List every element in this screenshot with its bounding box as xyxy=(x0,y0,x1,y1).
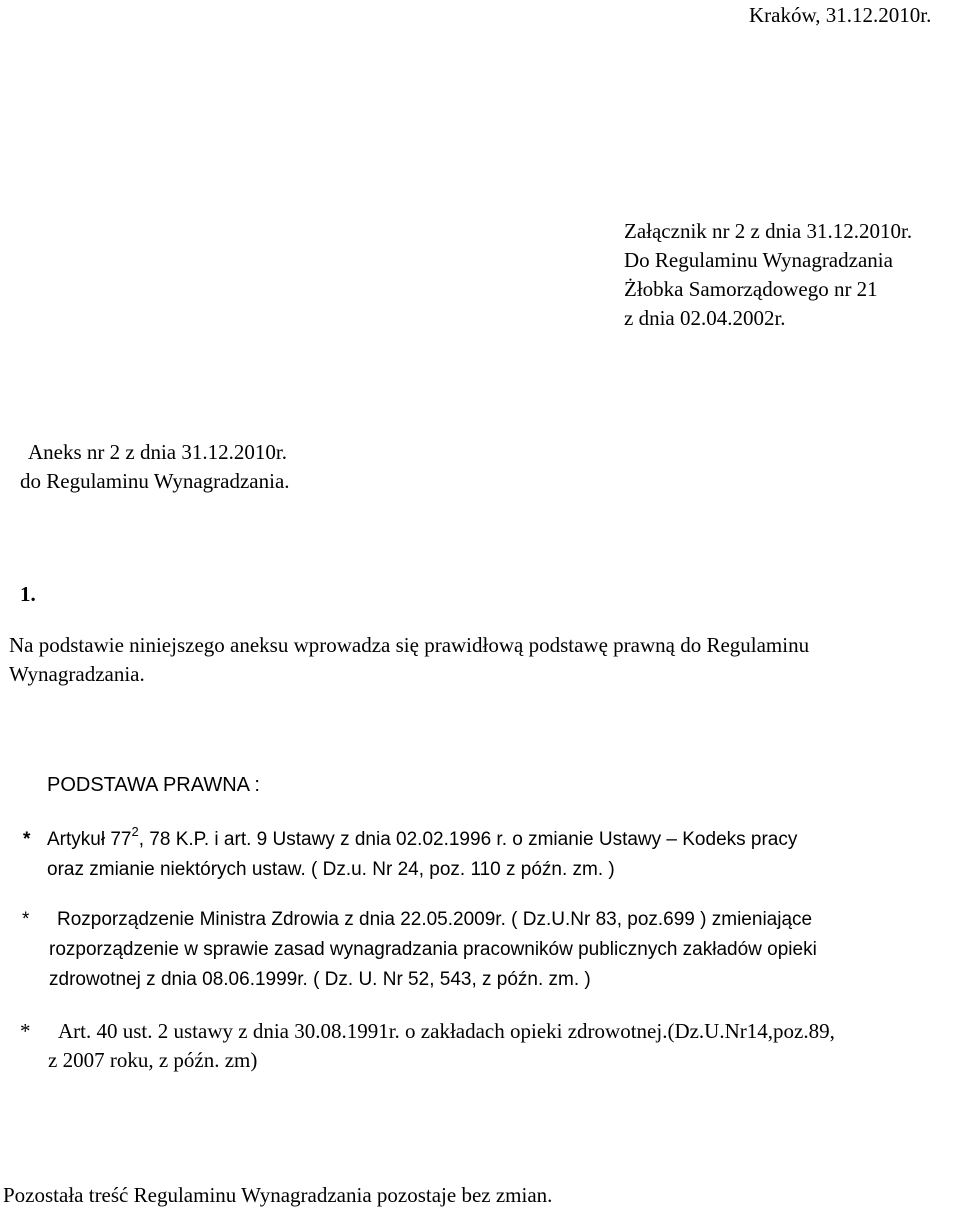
place-date: Kraków, 31.12.2010r. xyxy=(749,3,932,27)
item-1-rest: , 78 K.P. i art. 9 Ustawy z dnia 02.02.1996 r. o zmianie Ustawy – Kodeks pracy xyxy=(138,829,798,850)
item-2-line-3: zdrowotnej z dnia 08.06.1999r. ( Dz. U. Nr 52, 543, z późn. zm. ) xyxy=(49,969,591,990)
section-text-line-2: Wynagradzania. xyxy=(9,662,145,686)
item-1-line-1 xyxy=(47,825,797,854)
bullet-1: * xyxy=(23,829,31,850)
annex-title-line-2: do Regulaminu Wynagradzania. xyxy=(20,469,290,493)
attachment-line-1: Załącznik nr 2 z dnia 31.12.2010r. xyxy=(624,219,913,243)
bullet-3: * xyxy=(20,1019,31,1043)
legal-basis-heading: PODSTAWA PRAWNA : xyxy=(47,774,260,796)
item-2-line-1: Rozporządzenie Ministra Zdrowia z dnia 22.05.2009r. ( Dz.U.Nr 83, poz.699 ) zmieniające xyxy=(57,909,813,930)
closing-statement: Pozostała treść Regulaminu Wynagradzania pozostaje bez zmian. xyxy=(3,1183,553,1207)
item-3-line-2: z 2007 roku, z późn. zm) xyxy=(48,1048,258,1072)
attachment-line-2: Do Regulaminu Wynagradzania xyxy=(624,248,893,272)
item-1-superscript: 2 xyxy=(131,824,139,839)
section-text-line-1: Na podstawie niniejszego aneksu wprowadza się prawidłową podstawę prawną do Regulaminu xyxy=(9,633,810,657)
item-3-line-1: Art. 40 ust. 2 ustawy z dnia 30.08.1991r. o zakładach opieki zdrowotnej.(Dz.U.Nr14,poz.89, xyxy=(58,1019,835,1043)
bullet-2: * xyxy=(22,909,30,930)
item-1-line-2: oraz zmianie niektórych ustaw. ( Dz.u. Nr 24, poz. 110 z późn. zm. ) xyxy=(47,859,615,880)
annex-title-line-1: Aneks nr 2 z dnia 31.12.2010r. xyxy=(28,440,287,464)
attachment-line-3: Żłobka Samorządowego nr 21 xyxy=(624,277,878,301)
section-number: 1. xyxy=(20,582,36,606)
attachment-line-4: z dnia 02.04.2002r. xyxy=(624,306,786,330)
item-1-article: Artykuł 77 xyxy=(47,829,132,850)
item-2-line-2: rozporządzenie w sprawie zasad wynagradzania pracowników publicznych zakładów opieki xyxy=(49,939,817,960)
